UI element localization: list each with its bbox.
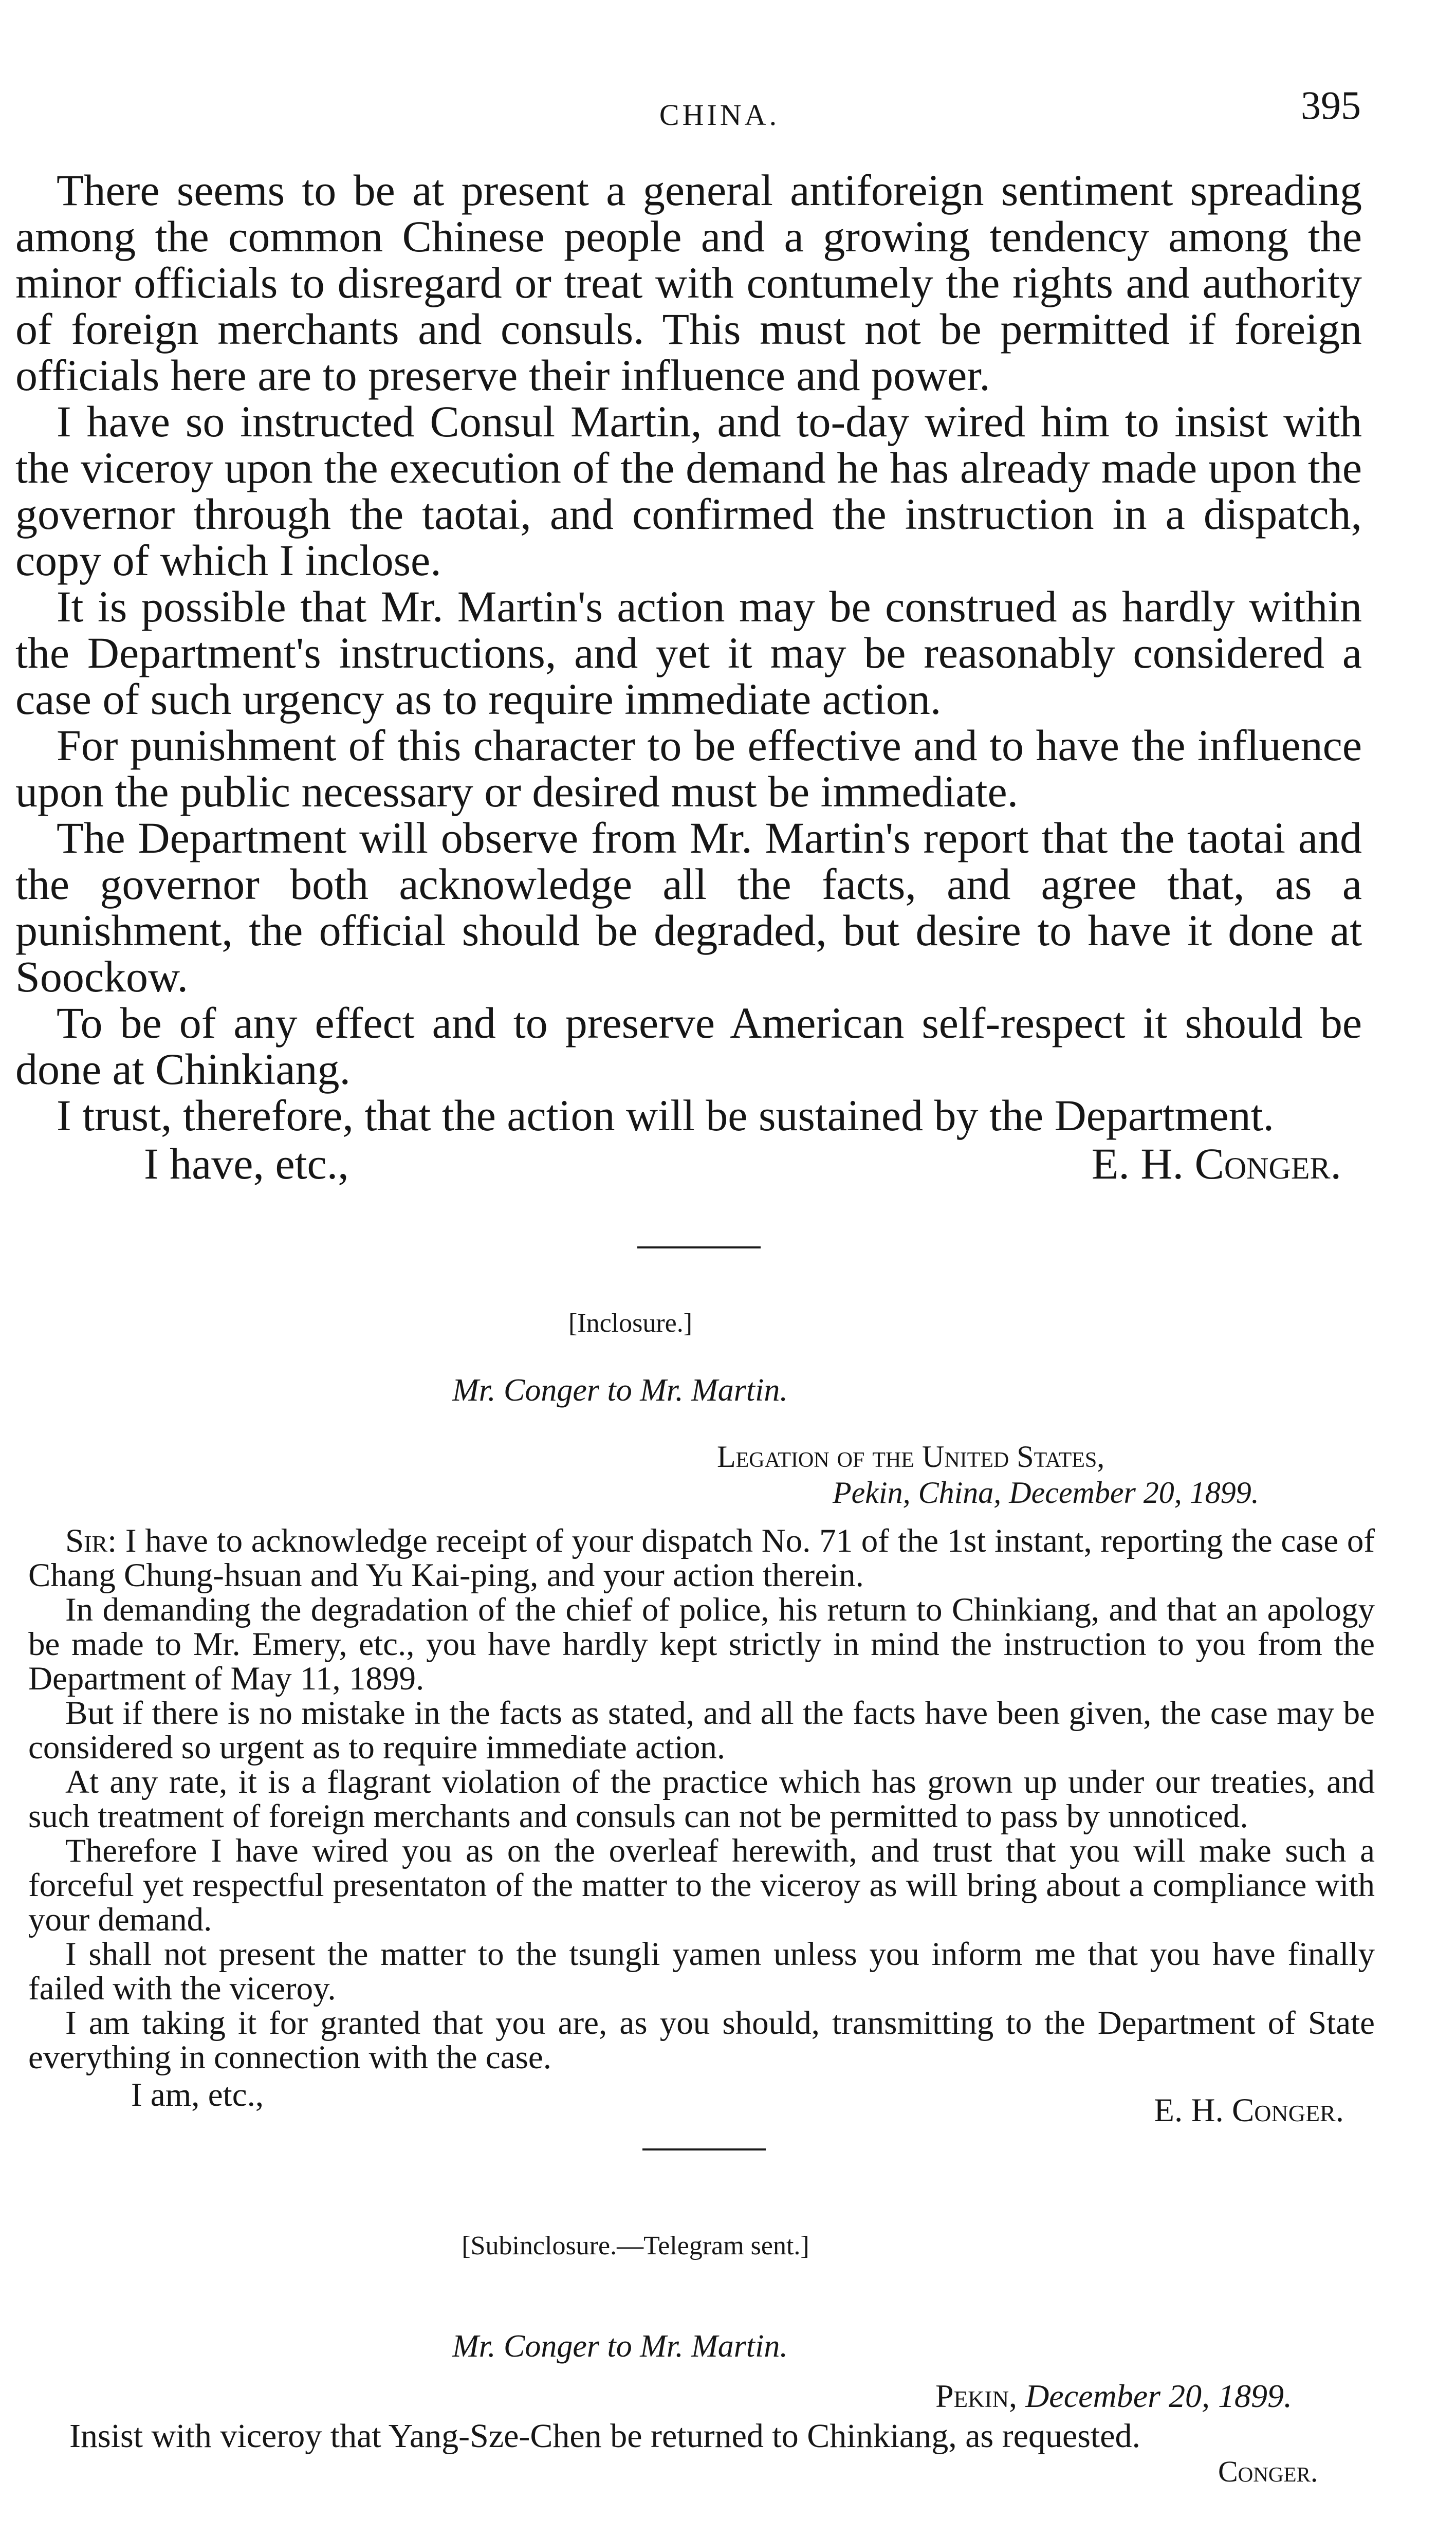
inclosure-paragraph: In demanding the degradation of the chief of police, his return to Chinkiang, and that an apology be made to Mr. Emery, etc., you have hardly kept strictly in mind the instruction to you from the Department of May 11, 1899.	[28, 1591, 1375, 1697]
section-divider	[637, 1246, 761, 1248]
letter-signature: E. H. Conger.	[1091, 1139, 1341, 1188]
letter-paragraph: It is possible that Mr. Martin's action may be construed as hardly within the Department's instructions, and yet it may be reasonably considered a case of such urgency as to require immediate action.	[15, 582, 1362, 724]
salutation: Sir:	[65, 1522, 117, 1559]
inclosure-paragraph: I shall not present the matter to the tsungli yamen unless you inform me that you have finally failed with the viceroy.	[28, 1936, 1375, 2007]
inclosure-closing: I am, etc.,	[131, 2076, 264, 2113]
letter-body	[15, 167, 1362, 1192]
section-divider	[642, 2148, 766, 2150]
inclosure-tag: [Inclosure.]	[568, 1309, 693, 1338]
inclosure-signoff	[28, 2076, 1375, 2129]
telegram-text: Insist with viceroy that Yang-Sze-Chen be returned to Chinkiang, as requested.	[69, 2417, 1141, 2455]
letter-paragraph: For punishment of this character to be effective and to have the influence upon the public necessary or desired must be immediate.	[15, 721, 1362, 816]
letter-paragraph: The Department will observe from Mr. Martin's report that the taotai and the governor both acknowledge all the facts, and agree that, as a punishment, the official should be degraded, but desire to have it done at Soockow.	[15, 813, 1362, 1001]
telegram-signature: Conger.	[1218, 2455, 1318, 2488]
subinclosure-tag: [Subinclosure.—Telegram sent.]	[462, 2231, 809, 2260]
subinclosure-dateline	[935, 2377, 1292, 2415]
letter-paragraph: To be of any effect and to preserve American self-respect it should be done at Chinkiang.	[15, 998, 1362, 1094]
inclosure-paragraph: Therefore I have wired you as on the overleaf herewith, and trust that you will make such a forceful yet respectful presentaton of the matter to the viceroy as will bring about a compliance with your demand.	[28, 1832, 1375, 1938]
letter-paragraph: I trust, therefore, that the action will be sustained by the Department.	[57, 1091, 1275, 1140]
inclosure-paragraph: At any rate, it is a flagrant violation of the practice which has grown up under our treaties, and such treatment of foreign merchants and consuls can not be permitted to pass by unnoticed.	[28, 1763, 1375, 1835]
inclosure-dateline: Pekin, China, December 20, 1899.	[833, 1476, 1259, 1510]
inclosure-paragraph: But if there is no mistake in the facts as stated, and all the facts have been given, the case may be considered so urgent as to require immediate action.	[28, 1695, 1375, 1766]
letter-signoff	[15, 1141, 1362, 1192]
letter-closing: I have, etc.,	[144, 1139, 349, 1188]
inclosure-body	[28, 1522, 1375, 2129]
letter-paragraph: There seems to be at present a general antiforeign sentiment spreading among the common Chinese people and a growing tendency among the minor officials to disregard or treat with contumely the rights and authority of foreign merchants and consuls. This must not be permitted if foreign officials here are to preserve their influence and power.	[15, 166, 1362, 400]
subinclosure-title: Mr. Conger to Mr. Martin.	[452, 2329, 788, 2364]
inclosure-paragraph: I am taking it for granted that you are, as you should, transmitting to the Department of State everything in connection with the case.	[28, 2005, 1375, 2076]
inclosure-paragraph	[28, 1524, 1375, 1593]
legation-heading: Legation of the United States,	[717, 1440, 1105, 1474]
dateline-date: December 20, 1899.	[1025, 2378, 1293, 2414]
page-number: 395	[1301, 83, 1361, 127]
dateline-city: Pekin,	[935, 2378, 1018, 2414]
inclosure-paragraph-text: I have to acknowledge receipt of your dispatch No. 71 of the 1st instant, reporting the case of Chang Chung-hsuan and Yu Kai-ping, and your action therein.	[28, 1522, 1375, 1594]
letter-paragraph: I have so instructed Consul Martin, and to-day wired him to insist with the viceroy upon the execution of the demand he has already made upon the governor through the taotai, and confirmed the instruction in a dispatch, copy of which I inclose.	[15, 397, 1362, 585]
inclosure-signature: E. H. Conger.	[1154, 2092, 1344, 2129]
running-head: CHINA.	[659, 98, 780, 132]
inclosure-title: Mr. Conger to Mr. Martin.	[452, 1373, 788, 1408]
